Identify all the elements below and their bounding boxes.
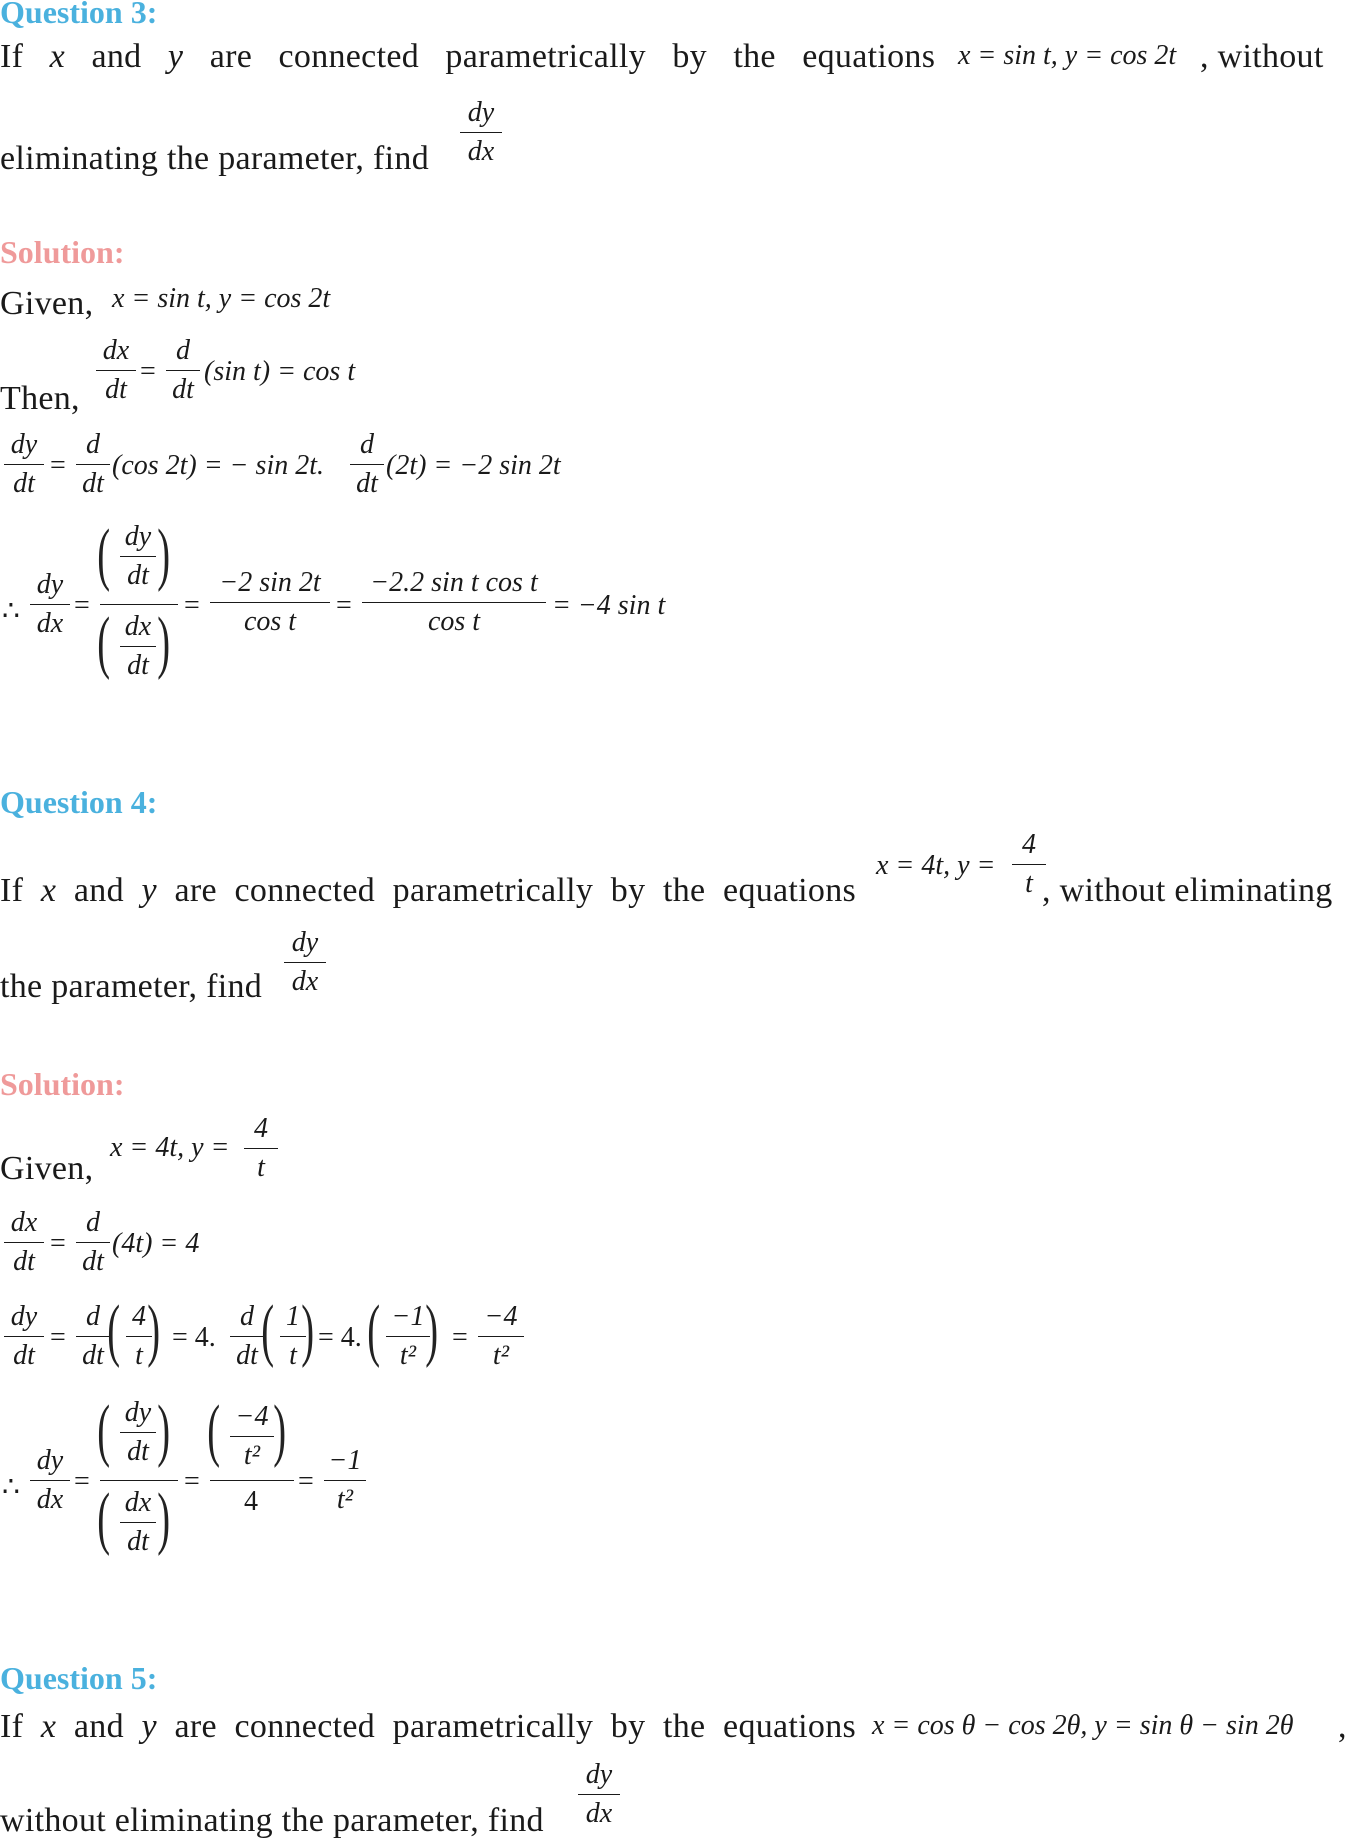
fraction-minus4-over-t2	[230, 1400, 274, 1473]
right-paren: )	[425, 1292, 439, 1369]
left-paren: (	[97, 1480, 111, 1557]
fraction-bar	[478, 1336, 524, 1337]
sol4-eq1: = 4.	[172, 1322, 216, 1353]
denominator: dt	[13, 1340, 35, 1371]
fraction-bar	[284, 962, 326, 963]
equals: =	[140, 356, 156, 387]
numerator: dy	[585, 1759, 613, 1790]
q4-line2: the parameter, find	[0, 968, 263, 1005]
fraction-bar	[76, 1242, 110, 1243]
numerator: dx	[124, 1487, 152, 1518]
sol4-dxdt-fraction	[4, 1206, 44, 1279]
q3-line2: eliminating the parameter, find	[0, 140, 430, 177]
equals: =	[184, 1466, 200, 1497]
word: by	[610, 1708, 646, 1745]
fraction-bar	[230, 1436, 274, 1437]
therefore-symbol: ∴	[2, 596, 20, 627]
sol4-d-dt-fraction	[76, 1300, 110, 1373]
denominator: dx	[291, 966, 319, 997]
right-paren: )	[157, 516, 171, 593]
q5-find-fraction	[578, 1758, 620, 1831]
denominator: cos t	[427, 606, 481, 637]
numerator: d	[86, 1207, 100, 1238]
numerator: dy	[291, 927, 319, 958]
sol4-compound-fraction	[97, 1392, 178, 1566]
word: equations	[723, 872, 857, 909]
denominator: dt	[127, 650, 149, 681]
var-y: y	[141, 872, 157, 909]
equals: =	[452, 1322, 468, 1353]
word: and	[73, 1708, 124, 1745]
numerator: −2 sin 2t	[219, 567, 321, 598]
word: the	[733, 38, 776, 75]
sol3-frac3	[362, 566, 546, 639]
q3-line1-end: , without	[1200, 38, 1324, 75]
numerator: 1	[286, 1301, 300, 1332]
denominator: dt	[13, 1246, 35, 1277]
inner-dydt	[120, 520, 156, 593]
sol3-dydx-fraction	[30, 568, 70, 641]
denominator: dt	[127, 1526, 149, 1557]
fraction-minus1-over-t2	[386, 1300, 430, 1373]
q4-line1	[0, 872, 856, 910]
q5-line1-end: ,	[1338, 1708, 1347, 1745]
denominator: t²	[243, 1440, 261, 1471]
word: by	[672, 38, 707, 75]
denominator: dt	[356, 468, 378, 499]
word: If	[0, 872, 24, 909]
q5-line1	[0, 1708, 856, 1746]
numerator: 4	[1022, 829, 1036, 860]
sol4-given-fraction	[244, 1112, 278, 1185]
word: are	[174, 872, 217, 909]
fraction-bar	[1012, 864, 1046, 865]
numerator: dx	[10, 1207, 38, 1238]
left-paren: (	[97, 604, 111, 681]
left-paren: (	[367, 1292, 381, 1369]
right-paren: )	[157, 1392, 171, 1469]
numerator: 4	[254, 1113, 268, 1144]
equals: =	[298, 1466, 314, 1497]
sol3-d-dt-fraction	[166, 334, 200, 407]
word: parametrically	[445, 38, 646, 75]
denominator-4: 4	[244, 1486, 258, 1517]
sol3-then-label: Then,	[0, 380, 80, 417]
right-paren: )	[301, 1292, 315, 1369]
sol4-final-fraction	[324, 1444, 366, 1517]
sol3-final: = −4 sin t	[552, 590, 666, 621]
fraction-bar	[30, 1480, 70, 1481]
q5-line2: without eliminating the parameter, find	[0, 1802, 544, 1839]
var-x: x	[40, 872, 57, 909]
var-y: y	[167, 38, 184, 75]
fraction-bar	[166, 370, 200, 371]
sol4-paren-minus1-over-t2	[367, 1292, 448, 1386]
sol3-compound-fraction	[97, 516, 178, 690]
q4-eq-fraction	[1012, 828, 1046, 901]
sol4-dydt-fraction	[4, 1300, 44, 1373]
var-y: y	[141, 1708, 157, 1745]
equals: =	[50, 1228, 66, 1259]
q4-line1-end: , without eliminating	[1042, 872, 1333, 909]
numerator: dx	[124, 611, 152, 642]
numerator: d	[176, 335, 190, 366]
fraction-bar	[76, 1336, 110, 1337]
var-x: x	[49, 38, 66, 75]
fraction-bar	[76, 464, 110, 465]
denominator: dt	[13, 468, 35, 499]
therefore-symbol: ∴	[2, 1472, 20, 1503]
denominator: t	[289, 1340, 297, 1371]
sol3-given-label: Given,	[0, 285, 94, 322]
denominator: dt	[105, 374, 127, 405]
equals: =	[336, 590, 352, 621]
sol4-paren-1-over-t	[261, 1292, 322, 1386]
word: the	[663, 1708, 706, 1745]
denominator: t	[257, 1152, 265, 1183]
fraction-bar	[4, 1336, 44, 1337]
main-fraction-bar	[210, 1480, 294, 1481]
fraction-bar	[120, 556, 156, 557]
fraction-bar	[244, 1148, 278, 1149]
sol4-paren-4-over-t	[107, 1292, 168, 1386]
fraction-bar	[120, 1432, 156, 1433]
denominator: dx	[36, 608, 64, 639]
word: are	[209, 38, 253, 75]
fraction-bar	[324, 1480, 366, 1481]
inner-dydt	[120, 1396, 156, 1469]
sol3-frac2	[210, 566, 330, 639]
sol4-mid-compound	[207, 1392, 294, 1526]
sol4-eq2: = 4.	[318, 1322, 362, 1353]
numerator: dy	[124, 1397, 152, 1428]
fraction-bar	[120, 1522, 156, 1523]
numerator: dy	[36, 1445, 64, 1476]
word: equations	[723, 1708, 857, 1745]
question-4-heading: Question 4:	[0, 784, 158, 820]
denominator: cos t	[243, 606, 297, 637]
numerator: 4	[132, 1301, 146, 1332]
right-paren: )	[147, 1292, 161, 1369]
word: parametrically	[392, 872, 594, 909]
sol4-d-dt-fraction	[230, 1300, 264, 1373]
denominator: dt	[127, 1436, 149, 1467]
inner-dxdt	[120, 610, 156, 683]
word: connected	[278, 38, 420, 75]
sol4-dydt-result	[478, 1300, 524, 1373]
numerator: −4	[235, 1401, 269, 1432]
fraction-bar	[578, 1794, 620, 1795]
q5-equation: x = cos θ − cos 2θ, y = sin θ − sin 2θ	[872, 1710, 1294, 1741]
equals: =	[74, 1466, 90, 1497]
var-x: x	[40, 1708, 57, 1745]
left-paren: (	[207, 1392, 221, 1469]
denominator: dx	[467, 136, 495, 167]
numerator: dy	[10, 429, 38, 460]
denominator: dt	[172, 374, 194, 405]
numerator: d	[86, 1301, 100, 1332]
word: and	[73, 872, 124, 909]
question-5-heading: Question 5:	[0, 1660, 158, 1696]
fraction-bar	[386, 1336, 430, 1337]
word: the	[663, 872, 706, 909]
q4-eq-prefix: x = 4t, y =	[876, 850, 996, 881]
denominator: dx	[36, 1484, 64, 1515]
numerator: dy	[36, 569, 64, 600]
q3-equation: x = sin t, y = cos 2t	[958, 40, 1177, 71]
sol3-dydt-mid: (cos 2t) = − sin 2t.	[112, 450, 324, 481]
word: If	[0, 38, 24, 75]
fraction-bar	[230, 1336, 264, 1337]
fraction-bar	[30, 604, 70, 605]
sol3-given-eq: x = sin t, y = cos 2t	[112, 283, 331, 314]
inner-dxdt	[120, 1486, 156, 1559]
denominator: dt	[236, 1340, 258, 1371]
sol3-d-dt-fraction	[350, 428, 384, 501]
numerator: d	[240, 1301, 254, 1332]
solution-3-heading: Solution:	[0, 234, 125, 270]
left-paren: (	[107, 1292, 121, 1369]
sol4-given-label: Given,	[0, 1150, 94, 1187]
numerator: −4	[484, 1301, 518, 1332]
denominator: t	[1025, 868, 1033, 899]
sol4-dydx-fraction	[30, 1444, 70, 1517]
word: If	[0, 1708, 24, 1745]
denominator: dt	[127, 560, 149, 591]
numerator: −1	[328, 1445, 362, 1476]
q3-find-fraction	[460, 96, 502, 169]
denominator: t	[135, 1340, 143, 1371]
denominator: t²	[336, 1484, 354, 1515]
sol3-d-dt-fraction	[76, 428, 110, 501]
sol3-dxdt-fraction	[96, 334, 136, 407]
fraction-bar	[210, 602, 330, 603]
word: and	[91, 38, 142, 75]
left-paren: (	[97, 1392, 111, 1469]
numerator: dx	[102, 335, 130, 366]
denominator: dt	[82, 468, 104, 499]
fraction-bar	[460, 132, 502, 133]
equals: =	[50, 450, 66, 481]
denominator: dt	[82, 1246, 104, 1277]
numerator: −1	[391, 1301, 425, 1332]
numerator: −2.2 sin t cos t	[370, 567, 538, 598]
equals: =	[184, 590, 200, 621]
word: connected	[234, 1708, 376, 1745]
fraction-bar	[4, 1242, 44, 1243]
sol3-dydt-rhs: (2t) = −2 sin 2t	[386, 450, 561, 481]
sol3-dydt-fraction	[4, 428, 44, 501]
equals: =	[50, 1322, 66, 1353]
sol4-dxdt-rhs: (4t) = 4	[112, 1228, 200, 1259]
denominator: t²	[492, 1340, 510, 1371]
equals: =	[74, 590, 90, 621]
left-paren: (	[261, 1292, 275, 1369]
fraction-bar	[120, 646, 156, 647]
fraction-bar	[4, 464, 44, 465]
numerator: dy	[467, 97, 495, 128]
q4-find-fraction	[284, 926, 326, 999]
right-paren: )	[157, 604, 171, 681]
sol4-given-prefix: x = 4t, y =	[110, 1132, 230, 1163]
word: are	[174, 1708, 217, 1745]
numerator: d	[360, 429, 374, 460]
fraction-bar	[350, 464, 384, 465]
word: by	[610, 872, 646, 909]
word: connected	[234, 872, 376, 909]
q3-line1	[0, 38, 935, 76]
numerator: dy	[124, 521, 152, 552]
solution-4-heading: Solution:	[0, 1066, 125, 1102]
fraction-bar	[96, 370, 136, 371]
denominator: dt	[82, 1340, 104, 1371]
right-paren: )	[157, 1480, 171, 1557]
denominator: t²	[399, 1340, 417, 1371]
sol3-dxdt-rhs: (sin t) = cos t	[204, 356, 356, 387]
word: equations	[802, 38, 936, 75]
word: parametrically	[392, 1708, 594, 1745]
question-3-heading: Question 3:	[0, 0, 158, 30]
numerator: dy	[10, 1301, 38, 1332]
sol4-d-dt-fraction	[76, 1206, 110, 1279]
numerator: d	[86, 429, 100, 460]
right-paren: )	[273, 1392, 287, 1469]
denominator: dx	[585, 1798, 613, 1829]
fraction-bar	[362, 602, 546, 603]
left-paren: (	[97, 516, 111, 593]
